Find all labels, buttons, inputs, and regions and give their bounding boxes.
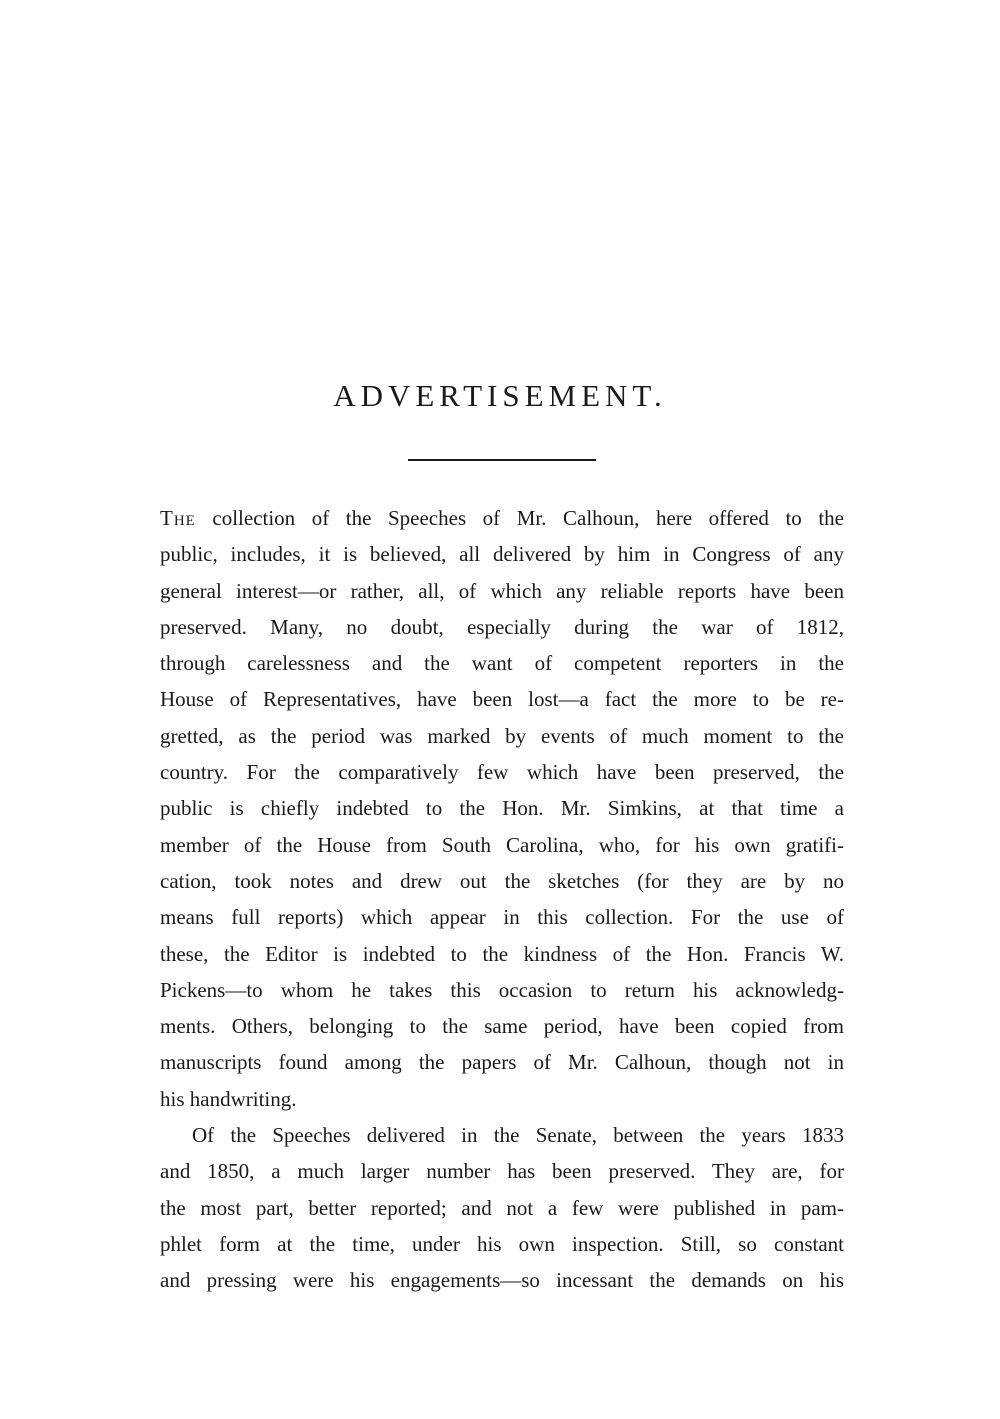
paragraph-1-line: Pickens—to whom he takes this occasion to return his acknowledg- [160, 977, 844, 1002]
paragraph-2-line: and 1850, a much larger number has been preserved. They are, for [160, 1159, 844, 1184]
paragraph-1-line: preserved. Many, no doubt, especially during the war of 1812, [160, 614, 844, 639]
lead-word: The [160, 506, 196, 530]
page-title: ADVERTISEMENT. [333, 378, 667, 413]
paragraph-1-line: cation, took notes and drew out the sketches (for they are by no [160, 868, 844, 893]
paragraph-1-line: general interest—or rather, all, of which any reliable reports have been [160, 578, 844, 603]
paragraph-1-line-1 [160, 500, 844, 536]
paragraph-1-line: country. For the comparatively few which have been preserved, the [160, 760, 844, 785]
paragraph-1-line: House of Representatives, have been lost—a fact the more to be re- [160, 687, 844, 712]
paragraph-1-line: manuscripts found among the papers of Mr. Calhoun, though not in [160, 1050, 844, 1075]
paragraph-1-line: ments. Others, belonging to the same period, have been copied from [160, 1014, 844, 1039]
paragraph-1-line: means full reports) which appear in this collection. For the use of [160, 905, 844, 930]
paragraph-2-line: and pressing were his engagements—so incessant the demands on his [160, 1268, 844, 1293]
body-text [160, 500, 844, 1299]
paragraph-1-line: through carelessness and the want of competent reporters in the [160, 651, 844, 676]
paragraph-2-line: the most part, better reported; and not a few were published in pam- [160, 1195, 844, 1220]
paragraph-1-line: gretted, as the period was marked by events of much moment to the [160, 723, 844, 748]
paragraph-2-line: Of the Speeches delivered in the Senate, between the years 1833 [192, 1123, 844, 1148]
paragraph-1-line: public is chiefly indebted to the Hon. Mr. Simkins, at that time a [160, 796, 844, 821]
paragraph-2-line: phlet form at the time, under his own inspection. Still, so constant [160, 1231, 844, 1256]
paragraph-1-line: public, includes, it is believed, all delivered by him in Congress of any [160, 542, 844, 567]
paragraph-1-line: member of the House from South Carolina, who, for his own gratifi- [160, 832, 844, 857]
first-line-rest: collection of the Speeches of Mr. Calhoun, here offered to the [195, 506, 844, 530]
title-rule [408, 459, 596, 461]
paragraph-1-line: these, the Editor is indebted to the kindness of the Hon. Francis W. [160, 941, 844, 966]
paragraph-1-last-line: his handwriting. [160, 1086, 297, 1111]
